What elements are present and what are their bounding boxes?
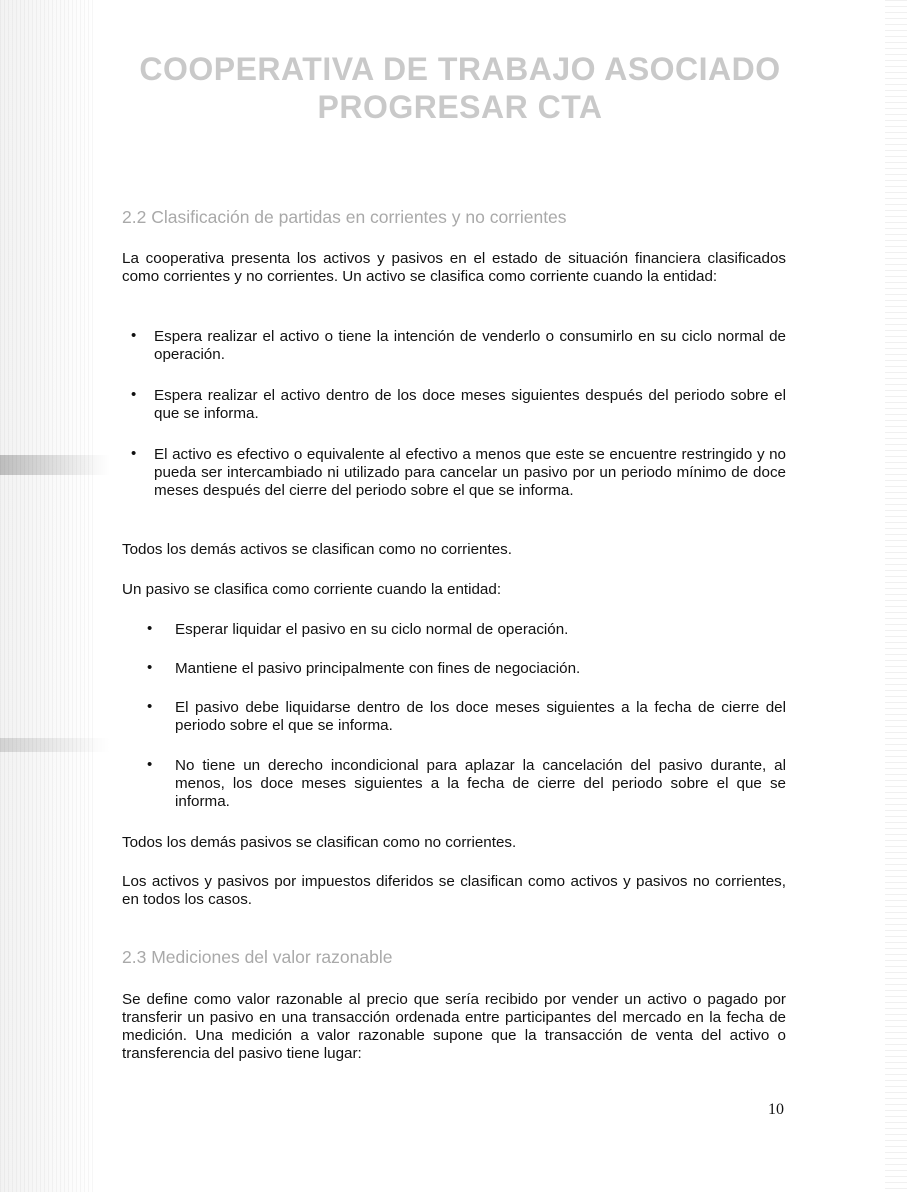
pasivo-item: El pasivo debe liquidarse dentro de los doce meses siguientes a la fecha de cierre del periodo sobre el que se informa.: [175, 699, 786, 734]
section-2-2-title: 2.2 Clasificación de partidas en corrientes y no corrientes: [122, 207, 567, 227]
header-line-2: PROGRESAR CTA: [317, 89, 603, 125]
bullet: •: [147, 756, 153, 773]
activos-note: Todos los demás activos se clasifican como no corrientes.: [122, 541, 512, 558]
bullet: •: [147, 659, 153, 676]
bullet: •: [131, 327, 137, 344]
pasivo-intro: Un pasivo se clasifica como corriente cuando la entidad:: [122, 581, 502, 598]
bullet: •: [131, 445, 137, 462]
page-number: 10: [768, 1101, 784, 1118]
impuestos-paragraph: Los activos y pasivos por impuestos diferidos se clasifican como activos y pasivos no corrientes, en todos los casos.: [122, 873, 786, 908]
pasivos-note: Todos los demás pasivos se clasifican como no corrientes.: [122, 834, 517, 851]
activo-item: Espera realizar el activo dentro de los doce meses siguientes después del periodo sobre el que se informa.: [154, 387, 786, 422]
activo-item: Espera realizar el activo o tiene la intención de venderlo o consumirlo en su ciclo normal de operación.: [154, 328, 786, 363]
document-header: [120, 50, 800, 126]
scan-left-edge: [0, 0, 95, 1192]
valor-razonable-paragraph: Se define como valor razonable al precio que sería recibido por vender un activo o pagado por transferir un pasivo en una transacción ordenada entre participantes del mercado en la fecha de medición. Una medición a valor razonable supone que la transacción de venta del activo o transferencia del pasivo tiene lugar:: [122, 991, 786, 1062]
bullet: •: [147, 698, 153, 715]
pasivo-item: Esperar liquidar el pasivo en su ciclo normal de operación.: [175, 621, 569, 638]
pasivo-item: No tiene un derecho incondicional para aplazar la cancelación del pasivo durante, al menos, los doce meses siguientes a la fecha de cierre del periodo sobre el que se informa.: [175, 757, 786, 810]
intro-paragraph: La cooperativa presenta los activos y pasivos en el estado de situación financiera clasificados como corrientes y no corrientes. Un activo se clasifica como corriente cuando la entidad:: [122, 250, 786, 285]
scan-right-edge: [885, 0, 907, 1192]
activo-item: El activo es efectivo o equivalente al efectivo a menos que este se encuentre restringido y no pueda ser intercambiado ni utilizado para cancelar un pasivo por un periodo mínimo de doce meses después del cierre del periodo sobre el que se informa.: [154, 446, 786, 499]
bullet: •: [131, 386, 137, 403]
scan-blot: [0, 738, 110, 752]
scan-blot: [0, 455, 110, 475]
header-line-1: COOPERATIVA DE TRABAJO ASOCIADO: [139, 51, 781, 87]
pasivo-item: Mantiene el pasivo principalmente con fines de negociación.: [175, 660, 581, 677]
bullet: •: [147, 620, 153, 637]
section-2-3-title: 2.3 Mediciones del valor razonable: [122, 947, 393, 967]
